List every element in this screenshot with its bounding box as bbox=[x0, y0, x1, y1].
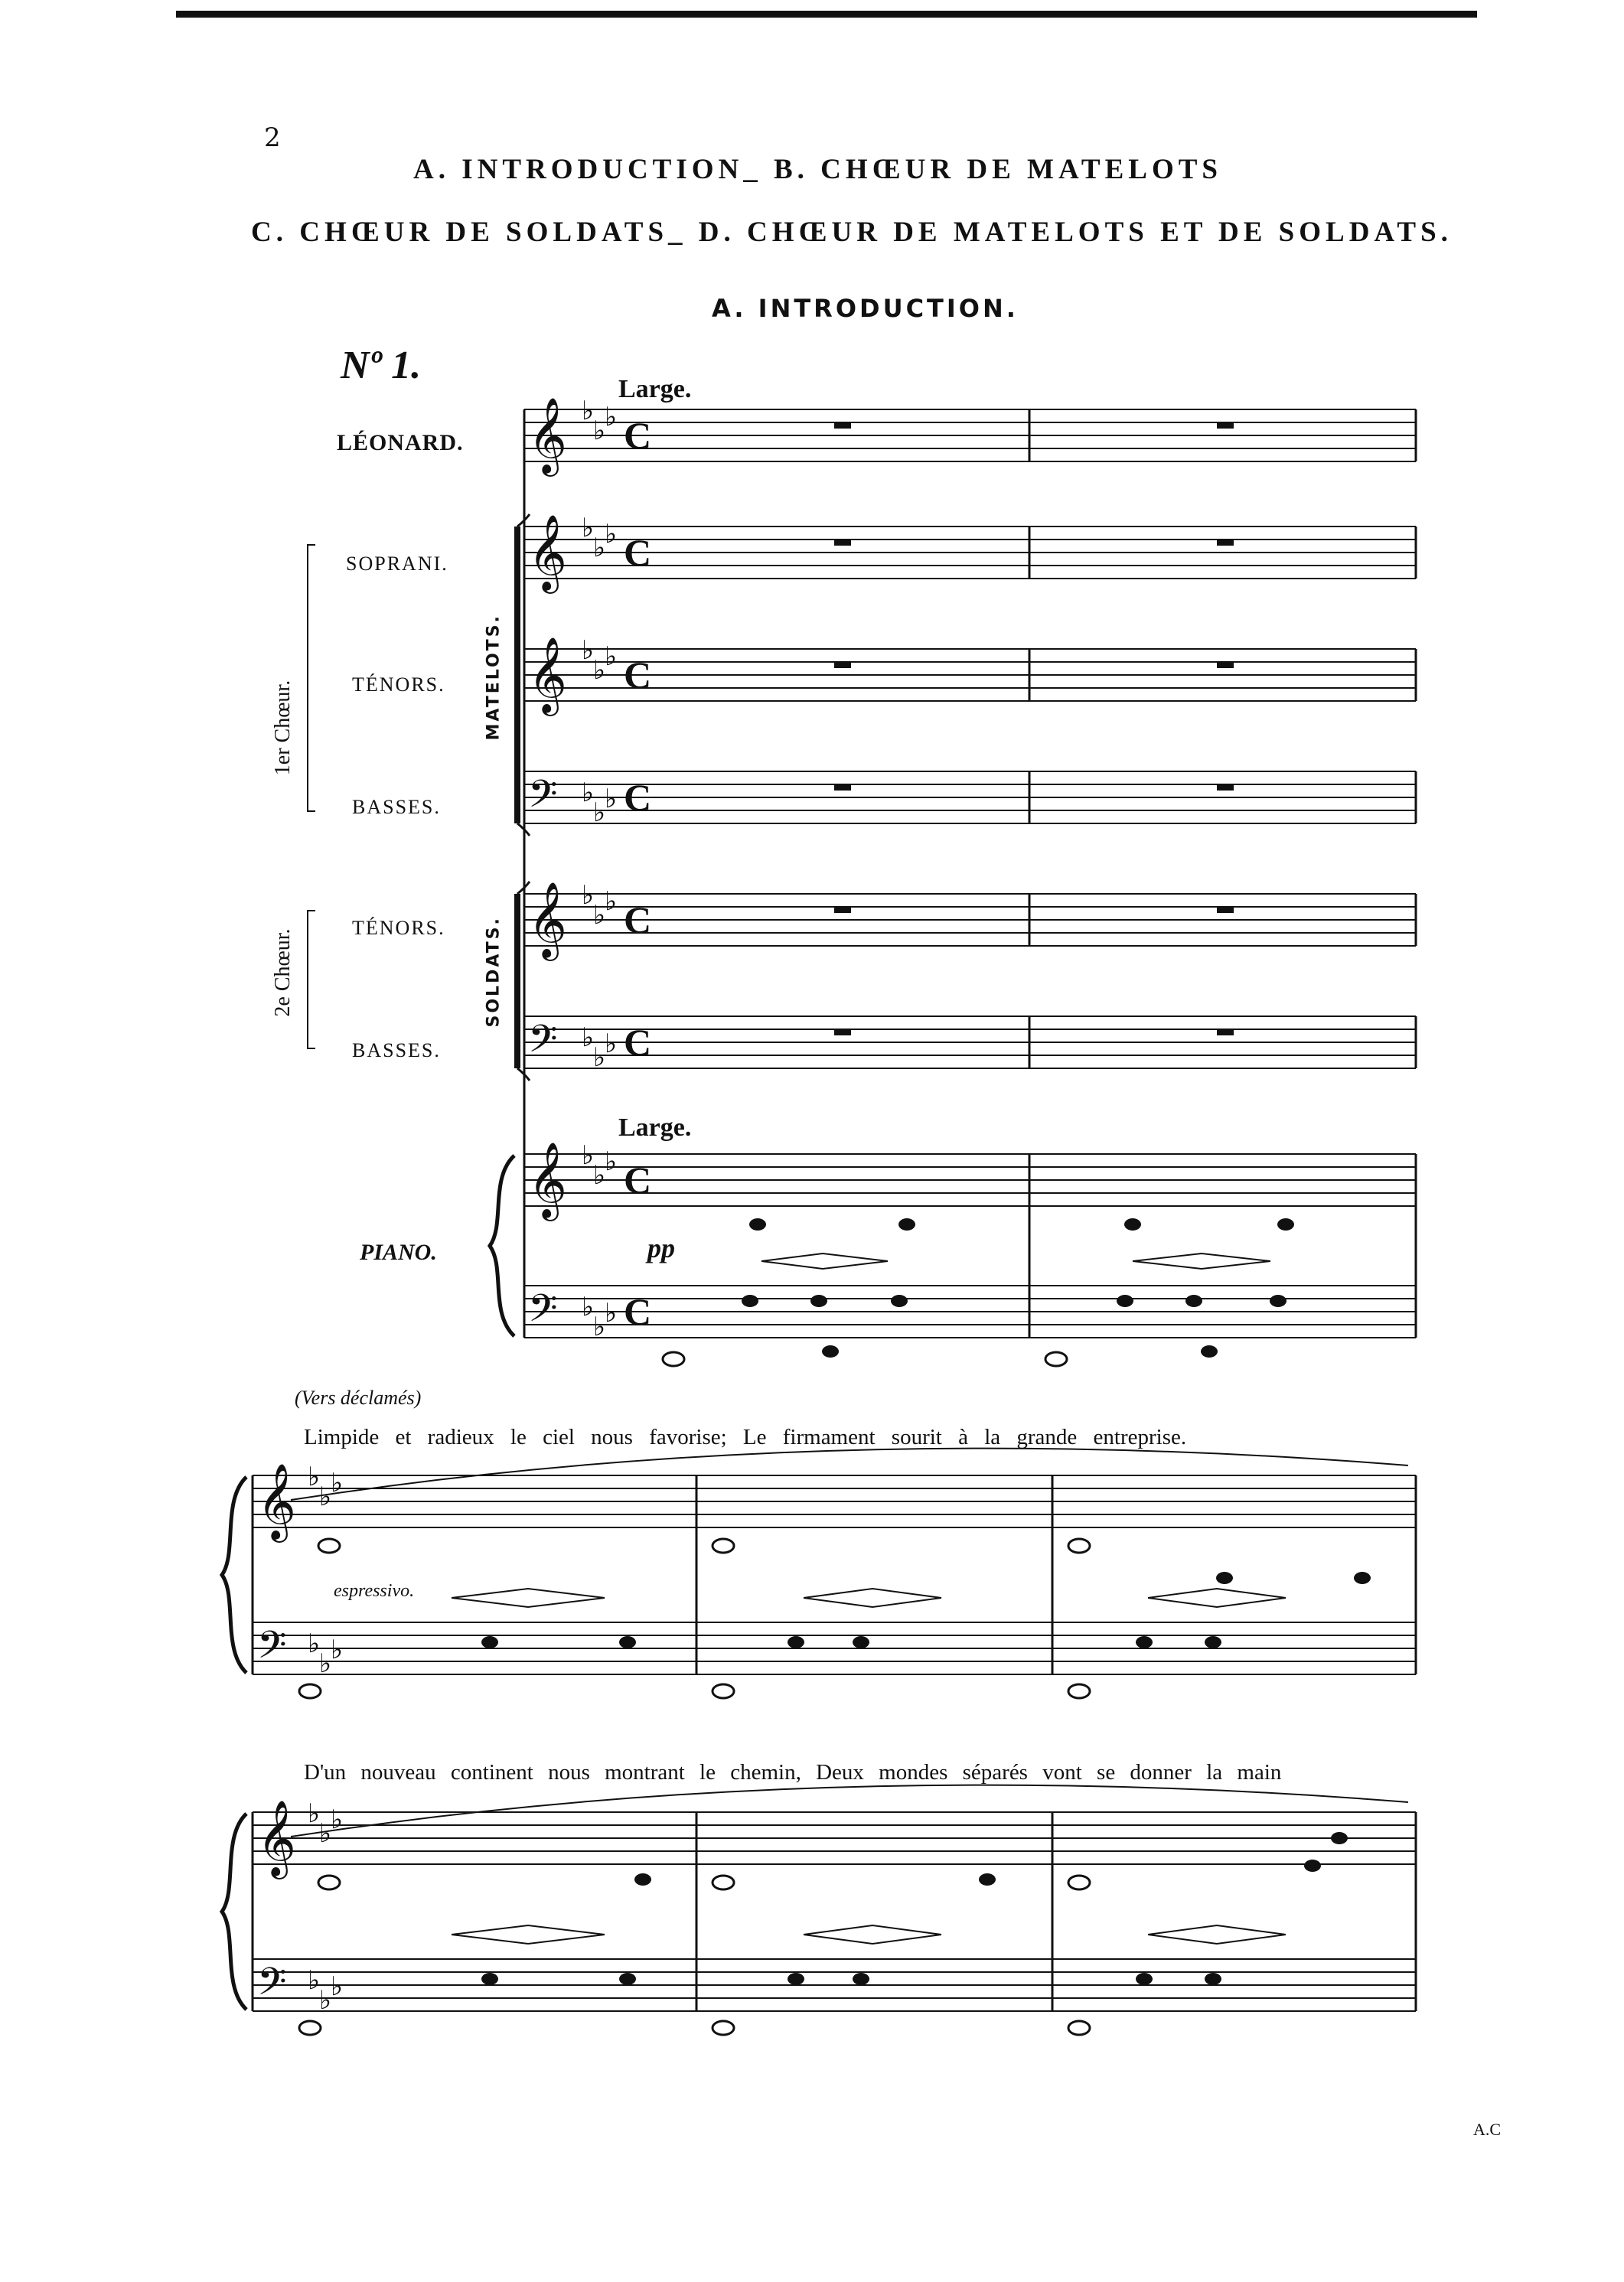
treble-clef: 𝄞 bbox=[528, 637, 567, 713]
svg-text:C: C bbox=[624, 1021, 652, 1064]
svg-text:♭: ♭ bbox=[308, 1628, 321, 1659]
bass-clef: 𝄢 bbox=[528, 1017, 558, 1071]
svg-text:♭: ♭ bbox=[331, 1971, 344, 2002]
svg-text:♭: ♭ bbox=[593, 1160, 606, 1191]
noteheads bbox=[481, 1218, 1371, 1985]
hairpins bbox=[452, 1253, 1286, 1944]
staff-basses-1 bbox=[524, 771, 1416, 823]
bass-clef: 𝄢 bbox=[257, 1623, 287, 1677]
svg-text:♭: ♭ bbox=[308, 1798, 321, 1829]
svg-text:♭: ♭ bbox=[593, 416, 606, 446]
phrase-slur-2 bbox=[291, 1449, 1408, 1500]
svg-text:C: C bbox=[624, 1159, 652, 1201]
tempo-marking-voices: Large. bbox=[618, 375, 692, 403]
svg-text:C: C bbox=[624, 898, 652, 941]
staff-basses-2 bbox=[524, 1016, 1416, 1068]
page-number: 2 bbox=[264, 122, 281, 153]
part-label-tenors-1: TÉNORS. bbox=[352, 673, 445, 696]
lyric-line-2: D'un nouveau continent nous montrant le chemin, Deux mondes séparés vont se donner la main bbox=[304, 1760, 1282, 1785]
svg-text:♭: ♭ bbox=[605, 1029, 618, 1059]
group-label-choeur-1: 1er Chœur. bbox=[271, 680, 295, 776]
svg-text:♭: ♭ bbox=[331, 1635, 344, 1665]
svg-text:♭: ♭ bbox=[593, 533, 606, 563]
title-line-2: C. CHŒUR DE SOLDATS_ D. CHŒUR DE MATELOTS ET DE SOLDATS. bbox=[251, 217, 1453, 248]
piece-number: Nº 1. bbox=[341, 344, 422, 387]
part-label-piano: PIANO. bbox=[360, 1240, 437, 1265]
part-label-basses-1: BASSES. bbox=[352, 796, 441, 818]
group-label-soldats: SOLDATS. bbox=[484, 916, 504, 1028]
whole-rests bbox=[834, 422, 1234, 1035]
svg-text:♭: ♭ bbox=[582, 1022, 595, 1053]
svg-text:♭: ♭ bbox=[593, 797, 606, 828]
treble-clef: 𝄞 bbox=[528, 514, 567, 591]
svg-text:♭: ♭ bbox=[593, 655, 606, 686]
part-label-tenors-2: TÉNORS. bbox=[352, 917, 445, 939]
staff-piano-system-1 bbox=[524, 1154, 1416, 1338]
svg-text:C: C bbox=[624, 414, 652, 457]
svg-text:♭: ♭ bbox=[582, 880, 595, 911]
svg-text:♭: ♭ bbox=[605, 886, 618, 917]
svg-text:♭: ♭ bbox=[582, 513, 595, 543]
bass-clef: 𝄢 bbox=[528, 772, 558, 826]
staff-piano-system-3 bbox=[222, 1812, 1416, 2011]
section-title: A. INTRODUCTION. bbox=[712, 294, 1019, 323]
svg-text:♭: ♭ bbox=[605, 402, 618, 432]
treble-clef: 𝄞 bbox=[528, 1142, 567, 1218]
group-label-matelots: MATELOTS. bbox=[484, 614, 504, 741]
svg-text:♭: ♭ bbox=[331, 1804, 344, 1835]
svg-text:♭: ♭ bbox=[319, 1985, 332, 2016]
tempo-marking-piano: Large. bbox=[618, 1113, 692, 1142]
treble-clef: 𝄞 bbox=[528, 882, 567, 958]
treble-clef: 𝄞 bbox=[528, 397, 567, 474]
part-label-leonard: LÉONARD. bbox=[337, 430, 464, 455]
bass-clef: 𝄢 bbox=[528, 1286, 558, 1340]
treble-clef: 𝄞 bbox=[257, 1800, 296, 1876]
svg-text:♭: ♭ bbox=[331, 1468, 344, 1498]
staff-piano-system-2 bbox=[222, 1475, 1416, 1674]
corner-code: A.C bbox=[1473, 2120, 1502, 2139]
svg-text:C: C bbox=[624, 1290, 652, 1333]
svg-text:♭: ♭ bbox=[605, 641, 618, 672]
bass-clef: 𝄢 bbox=[257, 1960, 287, 2013]
svg-text:♭: ♭ bbox=[593, 900, 606, 931]
svg-text:C: C bbox=[624, 531, 652, 574]
lyric-line-1: Limpide et radieux le ciel nous favorise; Le firmament sourit à la grande entreprise. bbox=[304, 1425, 1187, 1449]
part-label-basses-2: BASSES. bbox=[352, 1039, 441, 1061]
phrase-slur-3 bbox=[291, 1785, 1408, 1837]
svg-text:C: C bbox=[624, 776, 652, 819]
svg-text:♭: ♭ bbox=[582, 1292, 595, 1322]
staff-tenors-1 bbox=[524, 649, 1416, 701]
svg-text:♭: ♭ bbox=[582, 396, 595, 426]
svg-text:♭: ♭ bbox=[605, 1298, 618, 1328]
svg-text:♭: ♭ bbox=[319, 1482, 332, 1512]
staff-tenors-2 bbox=[524, 894, 1416, 946]
svg-text:♭: ♭ bbox=[605, 784, 618, 814]
svg-text:♭: ♭ bbox=[593, 1312, 606, 1342]
group-label-choeur-2: 2e Chœur. bbox=[271, 928, 295, 1017]
svg-text:♭: ♭ bbox=[582, 1140, 595, 1171]
brace-piano-1 bbox=[490, 1156, 514, 1336]
svg-text:♭: ♭ bbox=[308, 1462, 321, 1492]
svg-text:C: C bbox=[624, 654, 652, 696]
svg-text:♭: ♭ bbox=[593, 1042, 606, 1073]
declaimed-verses-label: (Vers déclamés) bbox=[295, 1387, 422, 1409]
svg-text:♭: ♭ bbox=[605, 1146, 618, 1177]
half-notes bbox=[299, 1352, 1090, 2035]
part-label-soprani: SOPRANI. bbox=[346, 553, 448, 575]
svg-text:♭: ♭ bbox=[582, 635, 595, 666]
treble-clef: 𝄞 bbox=[257, 1463, 296, 1540]
svg-text:♭: ♭ bbox=[582, 778, 595, 808]
dynamic-pp: pp bbox=[647, 1233, 675, 1263]
svg-text:♭: ♭ bbox=[308, 1965, 321, 1996]
svg-text:♭: ♭ bbox=[319, 1648, 332, 1679]
svg-text:♭: ♭ bbox=[319, 1818, 332, 1849]
staff-leonard bbox=[524, 409, 1416, 461]
svg-text:♭: ♭ bbox=[605, 519, 618, 549]
staff-soprani bbox=[524, 526, 1416, 579]
time-signatures bbox=[624, 414, 651, 1333]
espressivo-marking: espressivo. bbox=[334, 1581, 415, 1601]
title-line-1: A. INTRODUCTION_ B. CHŒUR DE MATELOTS bbox=[413, 154, 1222, 185]
